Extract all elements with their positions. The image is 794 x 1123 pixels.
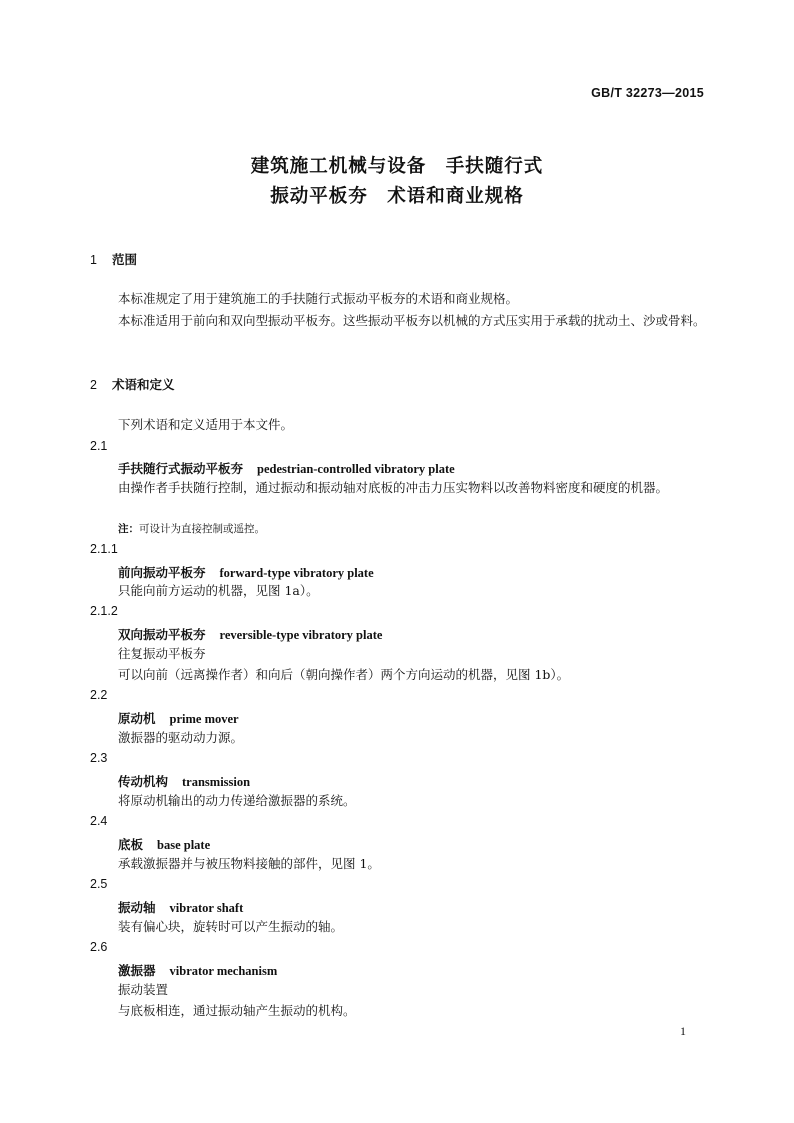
term-zh: 原动机: [118, 711, 156, 726]
section-title: 范围: [112, 252, 138, 267]
term-en: transmission: [182, 775, 251, 789]
clause-number: 2.5: [90, 877, 108, 891]
term-definition: 可以向前（远离操作者）和向后（朝向操作者）两个方向运动的机器，见图 1b）。: [118, 667, 570, 682]
term-en: pedestrian-controlled vibratory plate: [257, 462, 455, 476]
document-title-line2: 振动平板夯 术语和商业规格: [270, 186, 524, 207]
term-zh: 前向振动平板夯: [118, 565, 206, 580]
section-number: 1: [90, 253, 97, 267]
clause-number: 2.1.1: [90, 542, 118, 556]
section-heading-scope: [90, 250, 137, 268]
term-definition: 装有偏心块，旋转时可以产生振动的轴。: [118, 919, 344, 934]
standard-code: GB/T 32273—2015: [591, 86, 704, 100]
clause-number: 2.3: [90, 751, 108, 765]
terms-intro: 下列术语和定义适用于本文件。: [118, 417, 294, 432]
term-note: [118, 521, 265, 536]
clause-number: 2.6: [90, 940, 108, 954]
term-en: vibrator mechanism: [169, 964, 278, 978]
term-entry: [118, 709, 239, 727]
term-zh: 传动机构: [118, 774, 169, 789]
note-text: 可设计为直接控制或遥控。: [139, 523, 265, 535]
term-synonym: 振动装置: [118, 982, 169, 997]
term-definition: 承载激振器并与被压物料接触的部件，见图 1。: [118, 856, 380, 871]
term-definition: 与底板相连，通过振动轴产生振动的机构。: [118, 1003, 356, 1018]
term-definition: 由操作者手扶随行控制，通过振动和振动轴对底板的冲击力压实物料以改善物料密度和硬度的机器。: [118, 480, 669, 495]
term-zh: 手扶随行式振动平板夯: [118, 461, 244, 476]
section-title: 术语和定义: [112, 377, 175, 392]
term-zh: 振动轴: [118, 900, 156, 915]
term-entry: [118, 459, 455, 477]
page-number: 1: [680, 1024, 686, 1038]
term-definition: 激振器的驱动动力源。: [118, 730, 244, 745]
term-en: forward-type vibratory plate: [219, 566, 374, 580]
document-title-line1: 建筑施工机械与设备 手扶随行式: [250, 156, 544, 177]
scope-paragraph-1: 本标准规定了用于建筑施工的手扶随行式振动平板夯的术语和商业规格。: [118, 291, 519, 306]
term-en: base plate: [157, 838, 211, 852]
term-en: vibrator shaft: [169, 901, 244, 915]
term-zh: 底板: [118, 837, 144, 852]
clause-number: 2.1.2: [90, 604, 118, 618]
term-definition: 将原动机输出的动力传递给激振器的系统。: [118, 793, 356, 808]
scope-paragraph-2: 本标准适用于前向和双向型振动平板夯。这些振动平板夯以机械的方式压实用于承载的扰动土、沙或骨料。: [118, 313, 706, 328]
term-definition: 只能向前方运动的机器，见图 1a）。: [118, 583, 319, 598]
term-entry: [118, 563, 374, 581]
note-label: 注：: [118, 523, 139, 535]
term-zh: 双向振动平板夯: [118, 627, 206, 642]
clause-number: 2.2: [90, 688, 108, 702]
term-en: prime mover: [169, 712, 239, 726]
term-entry: [118, 961, 277, 979]
term-entry: [118, 625, 382, 643]
term-en: reversible-type vibratory plate: [219, 628, 383, 642]
clause-number: 2.1: [90, 439, 108, 453]
clause-number: 2.4: [90, 814, 108, 828]
section-number: 2: [90, 378, 97, 392]
term-zh: 激振器: [118, 963, 156, 978]
term-entry: [118, 898, 243, 916]
term-synonym: 往复振动平板夯: [118, 646, 206, 661]
term-entry: [118, 835, 210, 853]
term-entry: [118, 772, 250, 790]
section-heading-terms: [90, 375, 175, 393]
